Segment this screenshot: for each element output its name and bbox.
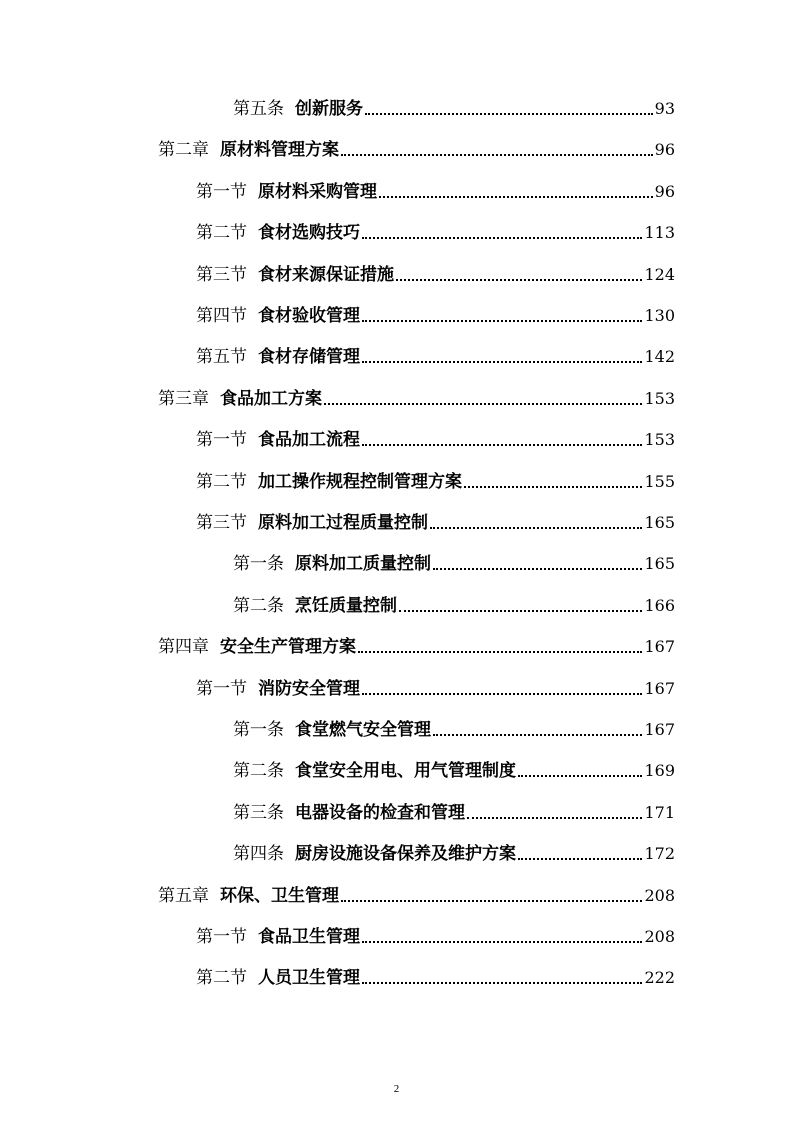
toc-entry-title: 厨房设施设备保养及维护方案 [295,844,516,865]
toc-entry[interactable] [196,427,675,453]
toc-leader-dots [362,982,642,984]
toc-leader-dots [362,361,642,363]
toc-entry[interactable] [233,841,675,867]
toc-leader-dots [433,734,642,736]
toc-entry[interactable] [233,593,675,619]
toc-entry-page: 172 [644,844,675,864]
toc-entry-number: 第三节 [196,264,247,285]
toc-entry-title: 食堂安全用电、用气管理制度 [295,761,516,782]
toc-entry-page: 167 [644,720,675,739]
toc-entry-page: 96 [654,140,675,160]
toc-entry-page: 222 [644,968,675,988]
toc-entry-number: 第一节 [196,927,247,947]
toc-entry-number: 第四节 [196,306,247,326]
toc-entry-title: 烹饪质量控制 [295,595,397,616]
toc-entry-number: 第五条 [233,99,284,119]
toc-entry[interactable] [196,262,675,288]
toc-entry[interactable] [158,883,675,909]
toc-entry-number: 第二条 [233,761,284,782]
toc-entry-page: 167 [644,637,675,657]
toc-entry-title: 食材存储管理 [258,347,360,368]
toc-entry-title: 安全生产管理方案 [220,637,356,658]
toc-entry-page: 153 [644,430,675,450]
toc-leader-dots [433,568,642,570]
toc-leader-dots [362,941,642,943]
toc-entry[interactable] [196,179,675,205]
toc-entry-title: 原料加工质量控制 [295,554,431,575]
toc-entry-page: 130 [644,306,675,325]
toc-entry[interactable] [196,676,675,702]
toc-entry-page: 208 [644,927,675,946]
toc-entry-number: 第五节 [196,347,247,368]
toc-entry-page: 166 [644,595,675,615]
toc-leader-dots [362,444,642,446]
toc-entry-title: 创新服务 [295,99,363,119]
toc-entry-page: 165 [644,554,675,574]
toc-entry-page: 155 [644,471,675,491]
toc-entry-number: 第三条 [233,802,284,823]
toc-entry-title: 人员卫生管理 [258,968,360,989]
toc-leader-dots [341,154,653,156]
toc-entry-page: 167 [644,678,675,698]
toc-entry[interactable] [196,965,675,991]
toc-entry-title: 原料加工过程质量控制 [258,513,428,533]
toc-entry-title: 原材料管理方案 [220,140,339,161]
toc-entry-title: 食堂燃气安全管理 [295,720,431,740]
toc-entry[interactable] [158,634,675,660]
toc-entry-title: 食材验收管理 [258,306,360,326]
toc-entry-title: 食材选购技巧 [258,223,360,244]
toc-entry[interactable] [158,386,675,412]
toc-entry-page: 124 [644,264,675,284]
toc-entry-number: 第四章 [158,637,209,658]
toc-entry-title: 原材料采购管理 [258,181,377,202]
toc-entry-number: 第二节 [196,968,247,989]
toc-entry-title: 加工操作规程控制管理方案 [258,471,462,492]
toc-entry-number: 第三节 [196,513,247,533]
toc-entry-number: 第二节 [196,471,247,492]
toc-entry-title: 食品加工方案 [220,388,322,409]
toc-entry-page: 169 [644,761,675,781]
toc-entry-title: 食品加工流程 [258,430,360,451]
toc-entry-number: 第三章 [158,388,209,409]
toc-entry[interactable] [233,800,675,826]
toc-entry[interactable] [158,137,675,163]
toc-entry-number: 第一条 [233,554,284,575]
toc-entry[interactable] [196,510,675,536]
toc-leader-dots [518,858,642,860]
toc-entry[interactable] [196,344,675,370]
toc-entry-page: 96 [654,181,675,201]
toc-entry-page: 165 [644,513,675,532]
toc-leader-dots [379,196,653,198]
toc-leader-dots [430,527,642,529]
toc-leader-dots [341,900,642,902]
toc-leader-dots [396,279,642,281]
toc-entry-number: 第一节 [196,430,247,451]
toc-entry[interactable] [233,551,675,577]
toc-entry-title: 电器设备的检查和管理 [295,802,465,823]
toc-entry-number: 第二节 [196,223,247,244]
toc-leader-dots [358,651,642,653]
toc-leader-dots [362,237,642,239]
toc-entry-number: 第一节 [196,181,247,202]
toc-entry-page: 142 [644,347,675,367]
toc-entry-title: 食材来源保证措施 [258,264,394,285]
toc-entry-title: 消防安全管理 [258,678,360,699]
toc-entry-page: 153 [644,388,675,408]
toc-entry-page: 208 [644,885,675,905]
toc-entry[interactable] [233,96,675,122]
toc-leader-dots [399,610,642,612]
toc-entry-title: 环保、卫生管理 [220,885,339,906]
toc-entry-page: 171 [644,802,675,822]
toc-leader-dots [324,403,642,405]
toc-entry-title: 食品卫生管理 [258,927,360,947]
toc-leader-dots [365,113,653,115]
toc-entry[interactable] [196,303,675,329]
toc-entry-number: 第一节 [196,678,247,699]
toc-entry-number: 第二章 [158,140,209,161]
toc-entry-number: 第四条 [233,844,284,865]
toc-entry[interactable] [196,469,675,495]
toc-entry[interactable] [233,758,675,784]
toc-leader-dots [467,817,642,819]
toc-entry[interactable] [196,924,675,950]
toc-leader-dots [518,775,642,777]
toc-entry-page: 113 [644,223,675,243]
toc-entry[interactable] [196,220,675,246]
toc-leader-dots [464,486,642,488]
page-number: 2 [393,1083,400,1095]
toc-leader-dots [362,320,642,322]
toc-entry-number: 第二条 [233,595,284,616]
toc-entry-number: 第一条 [233,720,284,740]
toc-entry-page: 93 [654,99,675,118]
toc-entry-number: 第五章 [158,885,209,906]
toc-leader-dots [362,693,642,695]
toc-entry[interactable] [233,717,675,743]
